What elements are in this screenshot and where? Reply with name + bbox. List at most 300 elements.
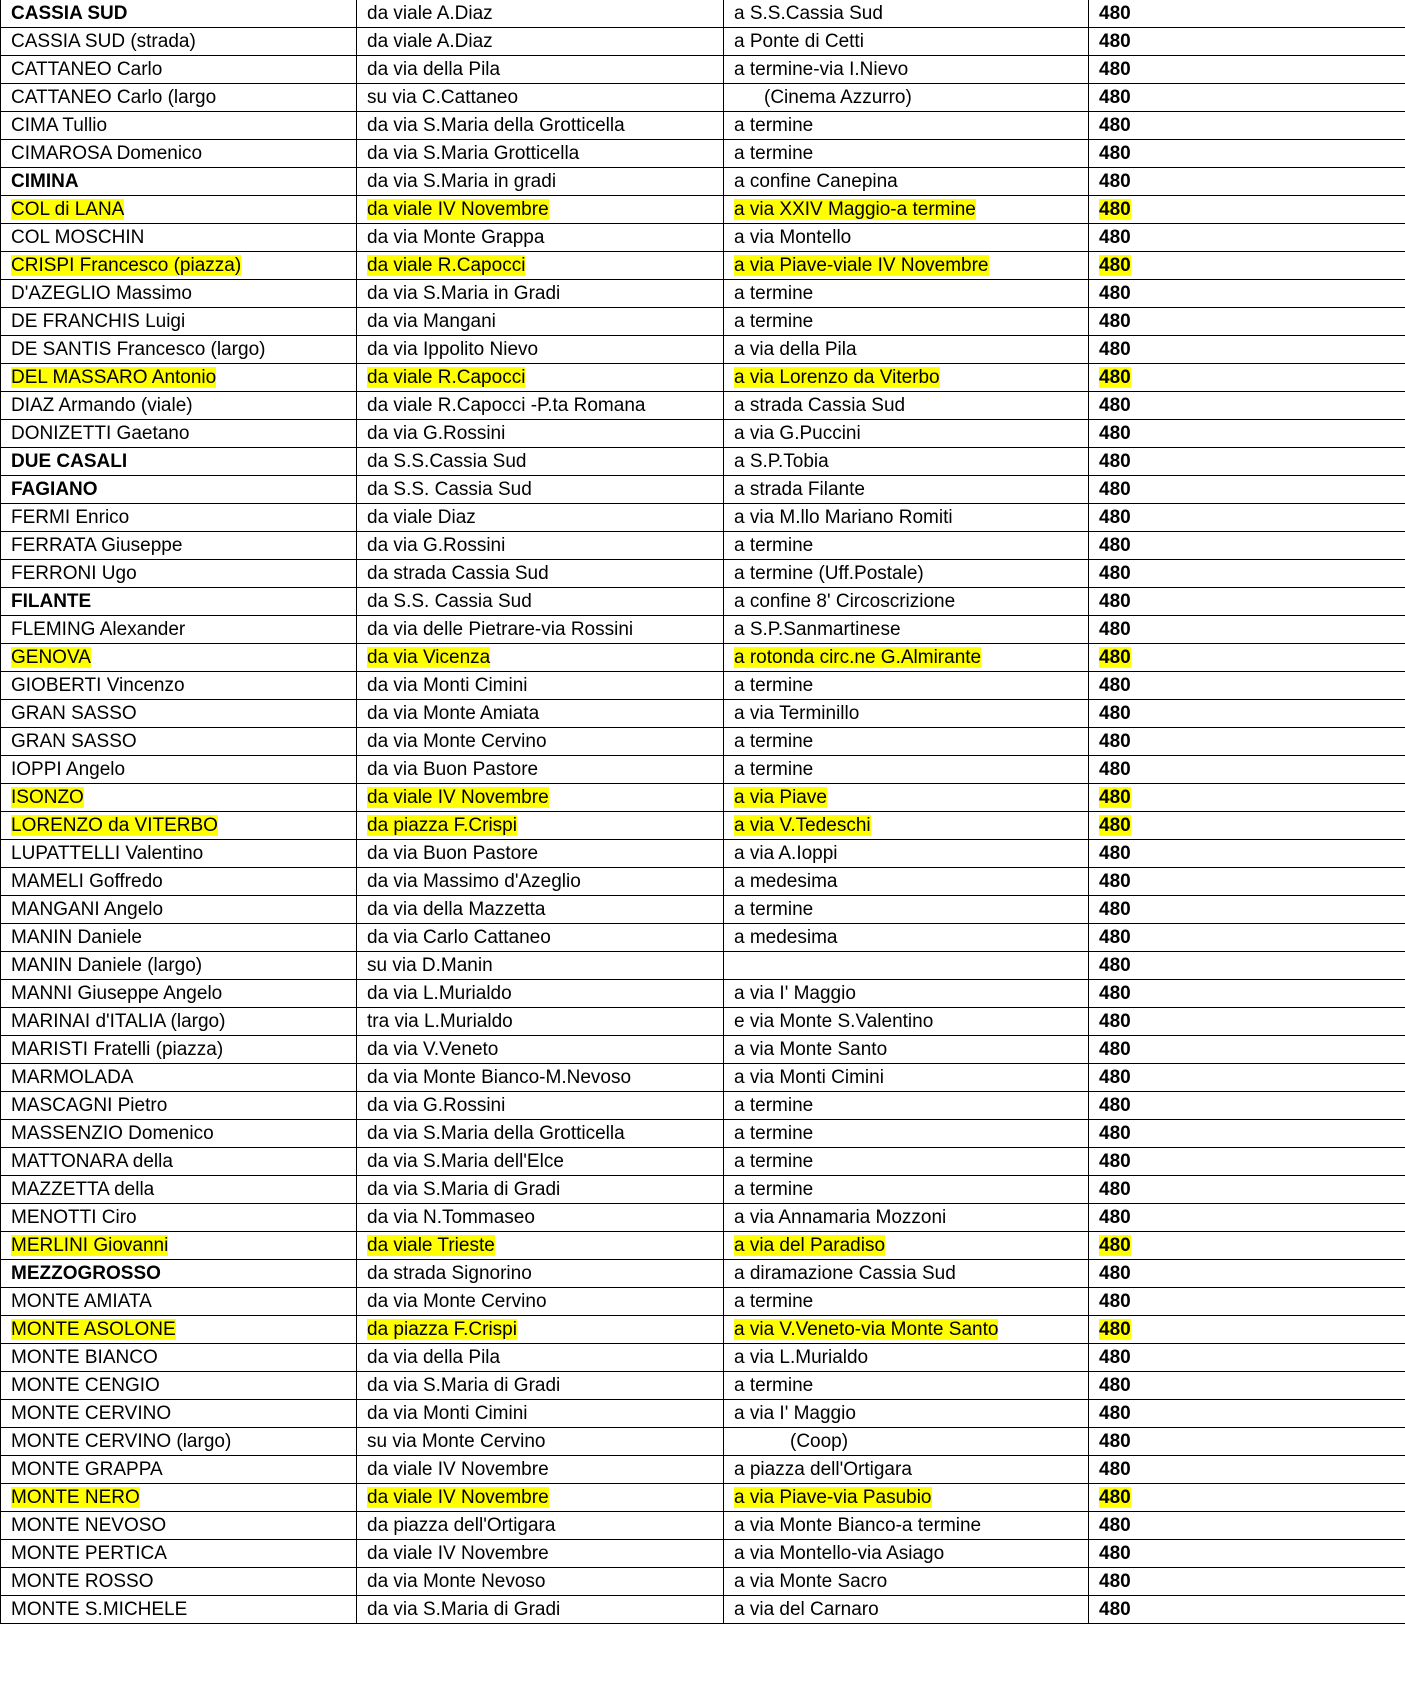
to-text: a termine [734,143,814,164]
street-name-cell [1,28,357,56]
code-cell [1089,756,1405,784]
street-name-text: CIMAROSA Domenico [11,143,203,164]
to-cell [724,560,1089,588]
street-name-text: GENOVA [11,647,91,668]
code-cell [1089,728,1405,756]
from-text: da via S.Maria della Grotticella [367,1123,625,1144]
code-cell [1089,504,1405,532]
to-text: e via Monte S.Valentino [734,1011,934,1032]
street-name-cell [1,168,357,196]
from-cell [357,1372,724,1400]
street-name-text: DONIZETTI Gaetano [11,423,190,444]
code-text: 480 [1099,1039,1131,1060]
from-text: da via Monte Bianco-M.Nevoso [367,1067,632,1088]
to-text: a via XXIV Maggio-a termine [734,199,976,220]
to-cell [724,0,1089,28]
street-name-cell [1,448,357,476]
code-cell [1089,1148,1405,1176]
table-row [1,560,1405,588]
street-name-cell [1,952,357,980]
street-name-text: MONTE NEVOSO [11,1515,167,1536]
from-text: da via S.Maria di Gradi [367,1375,561,1396]
from-text: da via della Pila [367,1347,501,1368]
from-cell [357,1400,724,1428]
to-text: a via Terminillo [734,703,860,724]
code-text: 480 [1099,1207,1131,1228]
from-cell [357,952,724,980]
to-cell [724,1372,1089,1400]
code-text: 480 [1099,367,1131,388]
street-name-cell [1,1092,357,1120]
code-text: 480 [1099,1291,1131,1312]
table-row [1,1596,1405,1624]
street-name-cell [1,112,357,140]
code-text: 480 [1099,1599,1131,1620]
from-cell [357,252,724,280]
table-row [1,1148,1405,1176]
table-row [1,1540,1405,1568]
from-text: da via Monte Grappa [367,227,545,248]
to-text: a termine [734,1291,814,1312]
code-text: 480 [1099,1095,1131,1116]
street-name-cell [1,812,357,840]
to-cell [724,56,1089,84]
code-cell [1089,420,1405,448]
code-text: 480 [1099,31,1131,52]
from-text: da via L.Murialdo [367,983,512,1004]
street-name-text: COL MOSCHIN [11,227,145,248]
table-row [1,56,1405,84]
to-cell [724,1232,1089,1260]
code-text: 480 [1099,479,1131,500]
to-text: a via del Carnaro [734,1599,879,1620]
to-text: a termine [734,283,814,304]
from-text: da viale IV Novembre [367,1543,549,1564]
street-name-text: COL di LANA [11,199,125,220]
from-cell [357,1092,724,1120]
from-text: da via Mangani [367,311,496,332]
code-text: 480 [1099,535,1131,556]
to-text: a strada Filante [734,479,865,500]
to-cell [724,28,1089,56]
to-cell [724,1036,1089,1064]
from-cell [357,728,724,756]
to-text: a termine [734,675,814,696]
from-cell [357,224,724,252]
from-cell [357,420,724,448]
street-name-cell [1,1372,357,1400]
from-text: da S.S. Cassia Sud [367,591,532,612]
table-row [1,1428,1405,1456]
code-text: 480 [1099,423,1131,444]
code-cell [1089,1400,1405,1428]
code-cell [1089,336,1405,364]
street-name-cell [1,1344,357,1372]
from-text: da via Buon Pastore [367,759,539,780]
from-text: da via Monte Amiata [367,703,540,724]
to-text: a via M.llo Mariano Romiti [734,507,953,528]
from-cell [357,644,724,672]
street-name-text: ISONZO [11,787,84,808]
street-name-text: MONTE CERVINO [11,1403,172,1424]
to-cell [724,1568,1089,1596]
table-row [1,28,1405,56]
street-name-text: MONTE PERTICA [11,1543,167,1564]
table-row [1,644,1405,672]
code-cell [1089,700,1405,728]
to-text: a medesima [734,871,838,892]
code-text: 480 [1099,1123,1131,1144]
code-cell [1089,1456,1405,1484]
street-name-cell [1,1428,357,1456]
from-cell [357,1008,724,1036]
table-row [1,532,1405,560]
table-row [1,952,1405,980]
to-text: (Cinema Azzurro) [764,87,912,108]
to-cell [724,1260,1089,1288]
table-row [1,1120,1405,1148]
to-text: a termine [734,1179,814,1200]
table-row [1,812,1405,840]
from-text: da via Monti Cimini [367,1403,528,1424]
from-cell [357,392,724,420]
from-cell [357,1428,724,1456]
street-name-text: FERRONI Ugo [11,563,137,584]
street-name-cell [1,672,357,700]
code-text: 480 [1099,59,1131,80]
table-row [1,1568,1405,1596]
code-cell [1089,840,1405,868]
to-cell [724,812,1089,840]
from-cell [357,28,724,56]
from-cell [357,924,724,952]
street-name-text: D'AZEGLIO Massimo [11,283,192,304]
street-name-cell [1,280,357,308]
to-text: a via V.Veneto-via Monte Santo [734,1319,999,1340]
street-name-text: MONTE NERO [11,1487,140,1508]
street-name-text: MANIN Daniele [11,927,142,948]
table-row [1,84,1405,112]
from-cell [357,1540,724,1568]
street-name-cell [1,756,357,784]
code-text: 480 [1099,199,1131,220]
street-name-text: DEL MASSARO Antonio [11,367,217,388]
to-cell [724,728,1089,756]
code-cell [1089,56,1405,84]
from-cell [357,476,724,504]
from-cell [357,532,724,560]
from-text: su via C.Cattaneo [367,87,519,108]
to-cell [724,924,1089,952]
from-text: da via S.Maria di Gradi [367,1599,561,1620]
code-text: 480 [1099,1375,1131,1396]
code-text: 480 [1099,955,1131,976]
from-text: da via V.Veneto [367,1039,499,1060]
to-cell [724,1344,1089,1372]
from-cell [357,1176,724,1204]
street-name-text: GIOBERTI Vincenzo [11,675,185,696]
to-text: a rotonda circ.ne G.Almirante [734,647,982,668]
code-text: 480 [1099,1319,1131,1340]
table-row [1,420,1405,448]
table-row [1,616,1405,644]
from-text: da viale Diaz [367,507,476,528]
code-text: 480 [1099,87,1131,108]
to-cell [724,448,1089,476]
street-name-text: MANNI Giuseppe Angelo [11,983,223,1004]
code-cell [1089,84,1405,112]
from-text: tra via L.Murialdo [367,1011,513,1032]
street-name-text: FILANTE [11,591,92,612]
street-name-text: MONTE AMIATA [11,1291,152,1312]
from-cell [357,448,724,476]
to-cell [724,756,1089,784]
to-cell [724,224,1089,252]
code-cell [1089,1568,1405,1596]
to-text: a termine [734,899,814,920]
from-cell [357,1232,724,1260]
code-cell [1089,980,1405,1008]
from-cell [357,1512,724,1540]
from-text: da via S.Maria della Grotticella [367,115,625,136]
street-name-text: MONTE GRAPPA [11,1459,163,1480]
to-cell [724,1456,1089,1484]
code-cell [1089,1428,1405,1456]
street-name-text: CIMA Tullio [11,115,108,136]
to-cell [724,420,1089,448]
from-cell [357,560,724,588]
street-name-text: GRAN SASSO [11,731,137,752]
to-text: a termine [734,1151,814,1172]
from-text: da viale IV Novembre [367,787,549,808]
to-text: a via Lorenzo da Viterbo [734,367,940,388]
from-text: da via delle Pietrare-via Rossini [367,619,634,640]
from-cell [357,672,724,700]
code-text: 480 [1099,815,1131,836]
street-name-cell [1,1316,357,1344]
from-text: da via S.Maria in gradi [367,171,557,192]
from-cell [357,868,724,896]
street-name-cell [1,1232,357,1260]
to-cell [724,1484,1089,1512]
to-cell [724,112,1089,140]
table-row [1,1092,1405,1120]
to-text: a via Piave-viale IV Novembre [734,255,989,276]
code-text: 480 [1099,115,1131,136]
to-cell [724,1092,1089,1120]
table-row [1,364,1405,392]
code-cell [1089,1120,1405,1148]
code-text: 480 [1099,1543,1131,1564]
street-name-cell [1,1008,357,1036]
code-text: 480 [1099,675,1131,696]
table-row [1,196,1405,224]
code-cell [1089,812,1405,840]
street-name-cell [1,1568,357,1596]
to-text: a strada Cassia Sud [734,395,906,416]
from-text: da via Monti Cimini [367,675,528,696]
to-text: a via Piave-via Pasubio [734,1487,932,1508]
code-text: 480 [1099,899,1131,920]
code-text: 480 [1099,283,1131,304]
street-name-text: DUE CASALI [11,451,128,472]
to-text: a medesima [734,927,838,948]
code-text: 480 [1099,647,1131,668]
street-name-cell [1,1120,357,1148]
code-cell [1089,1036,1405,1064]
to-text: a via del Paradiso [734,1235,886,1256]
to-cell [724,700,1089,728]
from-cell [357,1148,724,1176]
to-text: a via L.Murialdo [734,1347,869,1368]
code-text: 480 [1099,339,1131,360]
code-text: 480 [1099,3,1131,24]
to-cell [724,1540,1089,1568]
from-text: da via Monte Cervino [367,1291,547,1312]
code-text: 480 [1099,787,1131,808]
from-cell [357,756,724,784]
street-name-text: MATTONARA della [11,1151,173,1172]
from-cell [357,1260,724,1288]
code-cell [1089,0,1405,28]
table-row [1,588,1405,616]
code-text: 480 [1099,983,1131,1004]
street-name-cell [1,728,357,756]
from-text: da via Vicenza [367,647,491,668]
from-text: da via S.Maria in Gradi [367,283,561,304]
to-text: a via Monte Santo [734,1039,888,1060]
street-name-text: MANGANI Angelo [11,899,164,920]
from-cell [357,1204,724,1232]
to-cell [724,868,1089,896]
code-text: 480 [1099,1459,1131,1480]
table-row [1,728,1405,756]
street-name-cell [1,924,357,952]
table-row [1,896,1405,924]
to-cell [724,504,1089,532]
from-cell [357,280,724,308]
from-text: da viale A.Diaz [367,31,493,52]
code-text: 480 [1099,171,1131,192]
street-name-text: MASCAGNI Pietro [11,1095,168,1116]
code-text: 480 [1099,1179,1131,1200]
to-cell [724,1204,1089,1232]
street-name-text: MONTE ASOLONE [11,1319,176,1340]
street-name-cell [1,1204,357,1232]
code-text: 480 [1099,1235,1131,1256]
to-text: a termine (Uff.Postale) [734,563,924,584]
to-cell [724,196,1089,224]
street-name-cell [1,252,357,280]
street-name-text: MASSENZIO Domenico [11,1123,214,1144]
street-name-text: MARINAI d'ITALIA (largo) [11,1011,226,1032]
table-row [1,168,1405,196]
from-cell [357,1316,724,1344]
to-cell [724,952,1089,980]
street-name-cell [1,1400,357,1428]
code-cell [1089,1316,1405,1344]
code-cell [1089,224,1405,252]
code-text: 480 [1099,843,1131,864]
to-text: a termine [734,1095,814,1116]
to-text: a via I' Maggio [734,1403,856,1424]
table-row [1,1400,1405,1428]
from-text: da viale Trieste [367,1235,495,1256]
table-row [1,840,1405,868]
table-row [1,448,1405,476]
street-name-cell [1,1484,357,1512]
to-cell [724,364,1089,392]
code-cell [1089,924,1405,952]
from-cell [357,812,724,840]
from-cell [357,56,724,84]
street-name-text: MEZZOGROSSO [11,1263,161,1284]
code-text: 480 [1099,1151,1131,1172]
to-cell [724,252,1089,280]
to-text: a via G.Puccini [734,423,861,444]
to-cell [724,784,1089,812]
from-text: da piazza dell'Ortigara [367,1515,556,1536]
table-row [1,1316,1405,1344]
table-row [1,756,1405,784]
street-name-text: MONTE ROSSO [11,1571,154,1592]
from-cell [357,1288,724,1316]
code-text: 480 [1099,871,1131,892]
code-cell [1089,1540,1405,1568]
to-cell [724,1148,1089,1176]
from-text: da via Carlo Cattaneo [367,927,551,948]
from-text: da via N.Tommaseo [367,1207,535,1228]
to-cell [724,588,1089,616]
code-cell [1089,616,1405,644]
table-row [1,280,1405,308]
from-text: da strada Cassia Sud [367,563,549,584]
code-text: 480 [1099,507,1131,528]
street-table-body [1,0,1405,1624]
from-text: da via Monte Cervino [367,731,547,752]
to-text: a via Monte Sacro [734,1571,888,1592]
street-name-text: CRISPI Francesco (piazza) [11,255,242,276]
code-text: 480 [1099,731,1131,752]
code-cell [1089,364,1405,392]
code-cell [1089,252,1405,280]
to-text: a termine [734,311,814,332]
street-name-text: FERRATA Giuseppe [11,535,183,556]
to-cell [724,532,1089,560]
street-name-cell [1,896,357,924]
street-name-text: DIAZ Armando (viale) [11,395,193,416]
from-cell [357,1064,724,1092]
from-text: su via Monte Cervino [367,1431,546,1452]
from-cell [357,1036,724,1064]
table-row [1,1484,1405,1512]
to-text: a termine [734,1375,814,1396]
to-text: a via Montello [734,227,852,248]
from-cell [357,700,724,728]
from-cell [357,896,724,924]
to-cell [724,280,1089,308]
to-text: a via Monti Cimini [734,1067,884,1088]
table-row [1,1064,1405,1092]
to-text: a termine [734,535,814,556]
table-row [1,672,1405,700]
street-name-cell [1,532,357,560]
code-cell [1089,672,1405,700]
from-cell [357,364,724,392]
from-cell [357,1596,724,1624]
code-cell [1089,1288,1405,1316]
to-text: (Coop) [790,1431,849,1452]
